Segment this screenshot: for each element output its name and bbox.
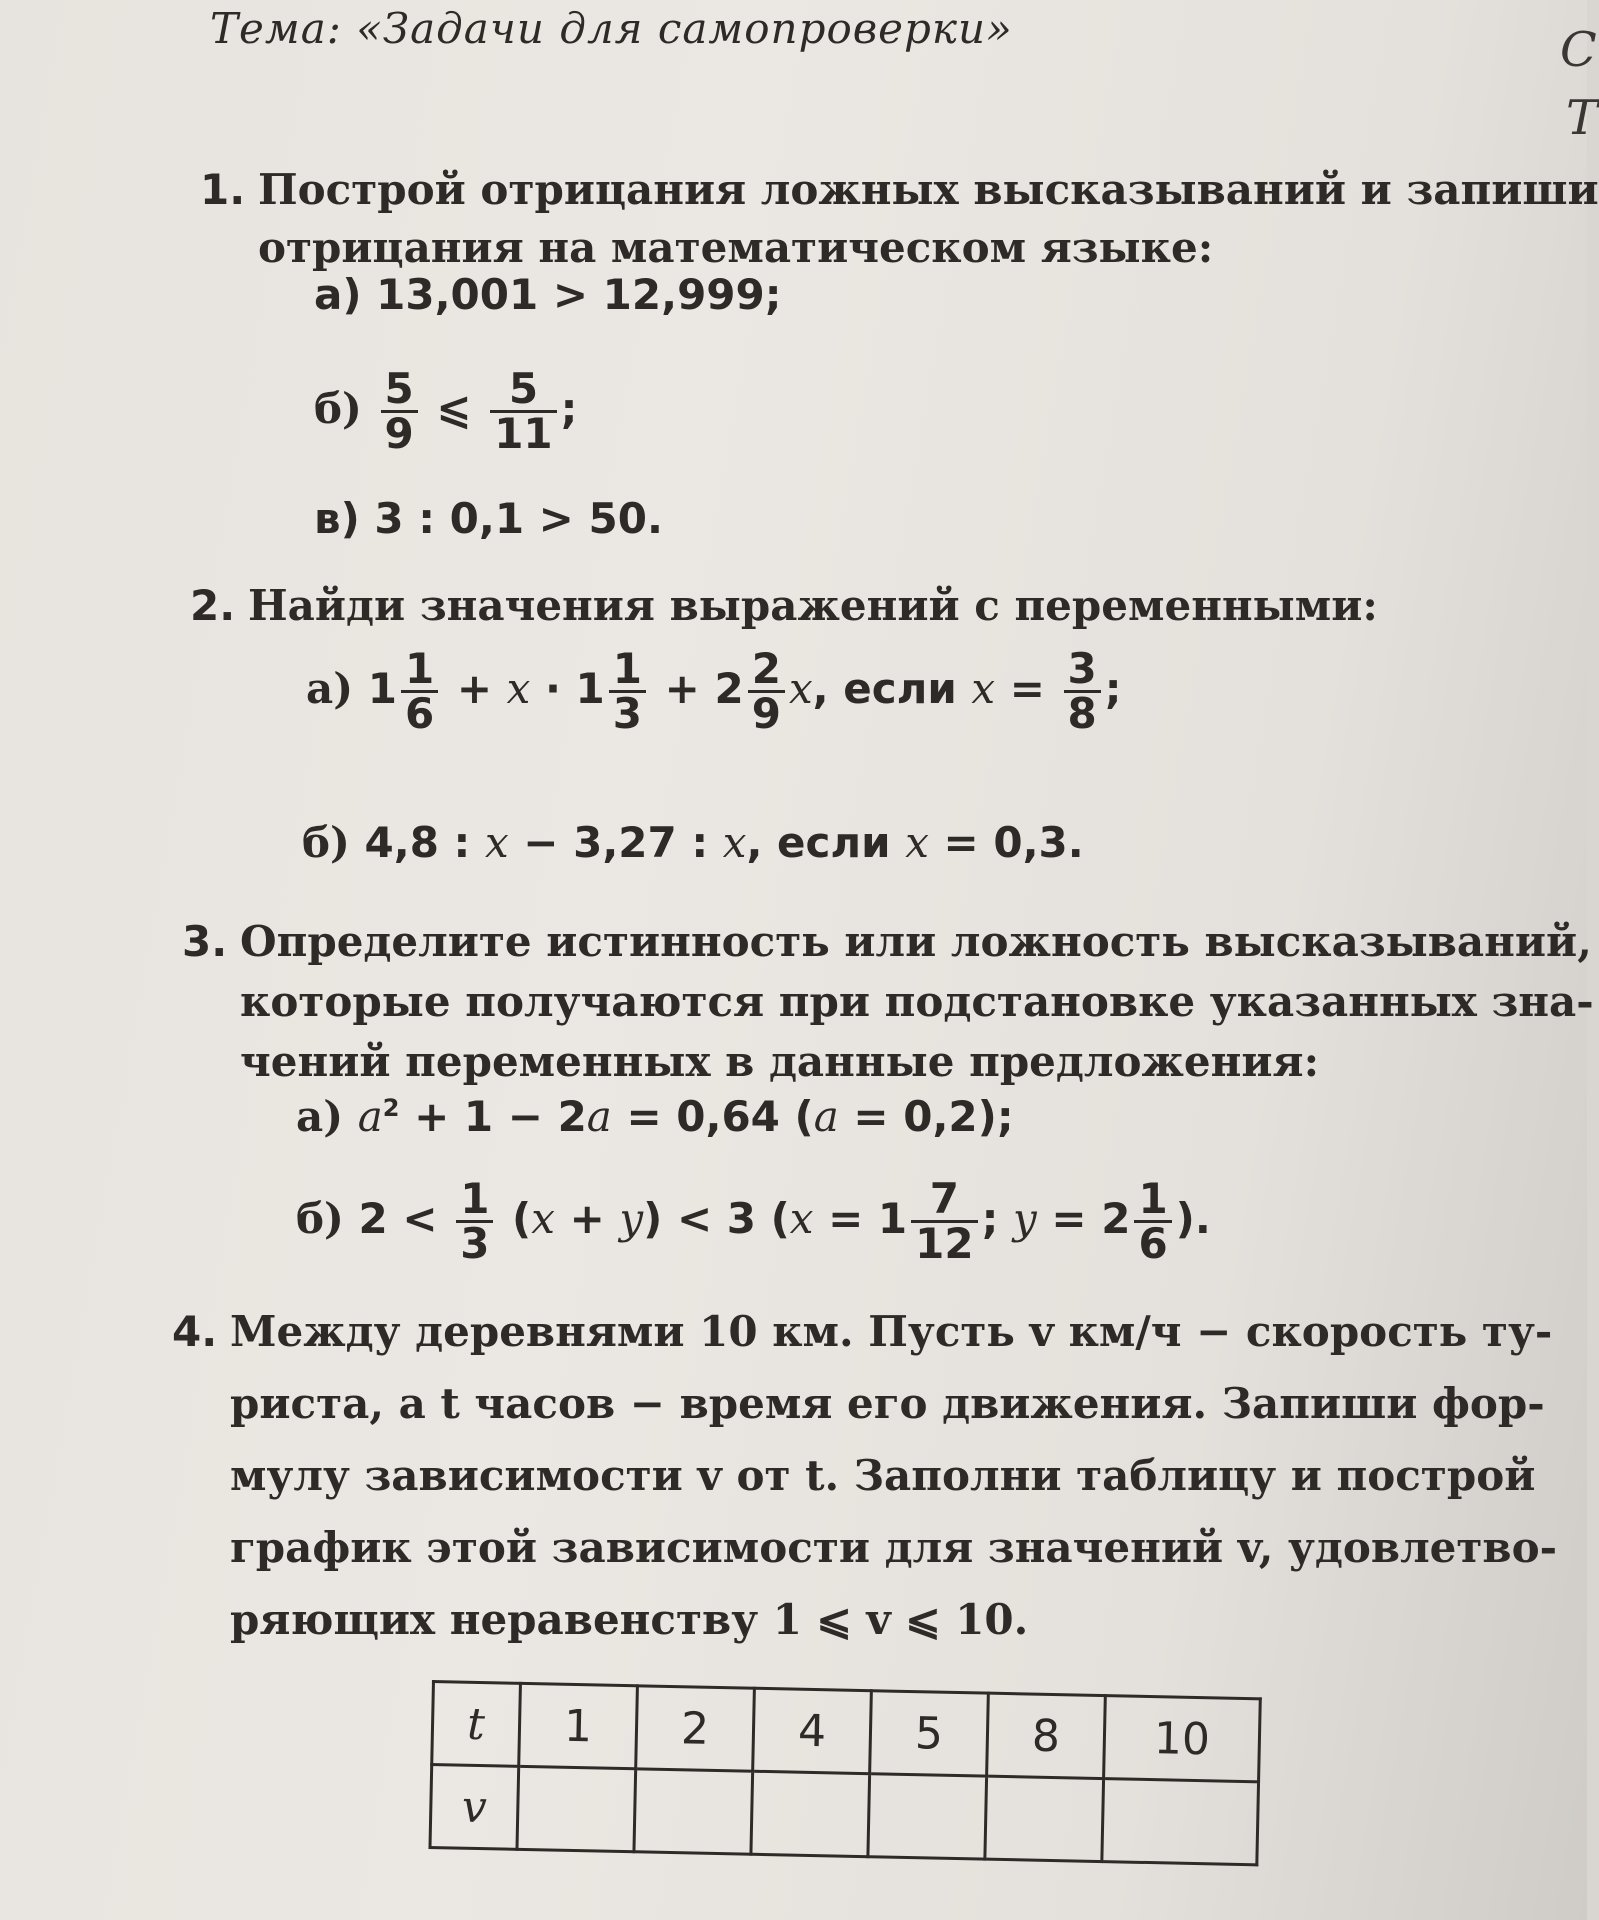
expression-part: (: [512, 1194, 532, 1243]
task-1-line-1: Построй отрицания ложных высказываний и запиши: [258, 165, 1599, 214]
punctuation: ;: [1104, 664, 1122, 713]
numerator: 2: [748, 648, 785, 693]
table-cell-t-value: 5: [870, 1691, 989, 1776]
table-cell-t-value: 4: [753, 1688, 872, 1773]
table-cell-t-value: 10: [1104, 1696, 1261, 1782]
variable-x: x: [531, 1194, 555, 1243]
variable-x: x: [905, 818, 929, 867]
operator: =: [1009, 664, 1045, 713]
condition-word: , если: [812, 664, 957, 713]
expression-part: 4,8 :: [364, 818, 471, 867]
table-cell-t-value: 1: [519, 1683, 638, 1768]
task-3-line-1: Определите истинность или ложность высказываний,: [240, 917, 1592, 966]
fraction: [456, 1174, 493, 1268]
exponent: 2: [382, 1094, 400, 1122]
fraction: [401, 644, 438, 738]
variable-x: x: [484, 818, 509, 867]
expression-part: ) < 3 (: [643, 1194, 790, 1243]
table-cell-v-empty: [1102, 1779, 1259, 1865]
item-label: б): [314, 384, 362, 433]
whole-part: 1: [575, 664, 605, 713]
item-label: а): [296, 1092, 344, 1141]
fraction: [490, 364, 556, 458]
expression-part: = 2: [1051, 1194, 1131, 1243]
operator: +: [664, 664, 700, 713]
variable-y: y: [619, 1194, 644, 1243]
item-label: а): [306, 664, 354, 713]
task-3-line-3: чений переменных в данные предложения:: [240, 1037, 1320, 1086]
task-3b: [296, 1174, 1211, 1268]
punctuation: ;: [981, 1194, 999, 1243]
page-topic: Тема: «Задачи для самопроверки»: [210, 4, 1013, 53]
variable-x: x: [971, 664, 996, 713]
task-1-line-2: отрицания на математическом языке:: [258, 223, 1214, 272]
denominator: 8: [1067, 689, 1097, 738]
expression-part: = 0,2);: [853, 1092, 1014, 1141]
denominator: 6: [404, 689, 435, 738]
task-3-line-2: которые получаются при подстановке указанных зна-: [240, 977, 1594, 1026]
table-header-t: t: [432, 1682, 521, 1767]
numerator: 1: [609, 648, 646, 693]
task-4-line-3: мулу зависимости v от t. Заполни таблицу и построй: [230, 1451, 1536, 1500]
expression-part: − 3,27 :: [523, 818, 709, 867]
numerator: 1: [1134, 1178, 1171, 1223]
task-1b: [314, 364, 578, 458]
expression-part: = 0,3.: [943, 818, 1084, 867]
denominator: 3: [612, 689, 643, 738]
next-page-letter-t: Т: [1566, 90, 1599, 146]
table-cell-t-value: 8: [987, 1693, 1106, 1778]
variable-x: x: [788, 664, 813, 713]
variable-x: x: [722, 818, 747, 867]
punctuation: ).: [1175, 1194, 1211, 1243]
task-2a: [306, 644, 1122, 738]
variable-x: x: [789, 1194, 814, 1243]
table-cell-t-value: 2: [636, 1686, 755, 1771]
values-table: [428, 1680, 1261, 1866]
variable-a: a: [813, 1092, 839, 1141]
item-label: б): [296, 1194, 344, 1243]
table-cell-v-empty: [985, 1776, 1104, 1861]
table-cell-v-empty: [634, 1769, 753, 1854]
punctuation: ;: [560, 384, 578, 433]
denominator: 9: [384, 409, 414, 458]
task-1a: а) 13,001 > 12,999;: [314, 270, 782, 319]
whole-part: 1: [367, 664, 397, 713]
task-number: 3.: [182, 917, 228, 966]
task-1c: в) 3 : 0,1 > 50.: [314, 494, 663, 543]
task-number: 1.: [200, 165, 246, 214]
fraction: [911, 1174, 977, 1268]
task-2-line-1: Найди значения выражений с переменными:: [248, 581, 1378, 630]
numerator: 1: [456, 1178, 493, 1223]
operator: ⩽: [436, 384, 472, 433]
denominator: 9: [751, 689, 781, 738]
variable-a: a: [357, 1092, 383, 1141]
table-cell-v-empty: [751, 1771, 870, 1856]
numerator: 5: [490, 368, 556, 413]
expression-part: = 0,64 (: [626, 1092, 814, 1141]
numerator: 7: [911, 1178, 977, 1223]
task-number: 4.: [172, 1307, 218, 1356]
table-cell-v-empty: [868, 1774, 987, 1859]
item-label: б): [302, 818, 350, 867]
operator: +: [456, 664, 493, 713]
denominator: 6: [1138, 1219, 1168, 1268]
denominator: 3: [460, 1219, 490, 1268]
condition-word: , если: [746, 818, 891, 867]
operator: +: [569, 1194, 605, 1243]
whole-part: 2: [714, 664, 744, 713]
denominator: 12: [915, 1219, 974, 1268]
variable-x: x: [506, 664, 531, 713]
task-4-line-2: риста, а t часов − время его движения. Запиши фор-: [230, 1379, 1545, 1428]
table-cell-v-empty: [517, 1766, 636, 1851]
table-header-v: v: [430, 1765, 519, 1850]
expression-part: + 1 − 2: [414, 1092, 587, 1141]
numerator: 1: [401, 648, 438, 693]
denominator: 11: [494, 409, 553, 458]
table-row-v: [430, 1765, 1259, 1865]
expression-part: 2 <: [358, 1194, 438, 1243]
fraction: [381, 364, 418, 458]
task-number: 2.: [190, 581, 236, 630]
numerator: 5: [381, 368, 418, 413]
next-page-letter-c: С: [1560, 22, 1597, 78]
task-4-line-1: Между деревнями 10 км. Пусть v км/ч − скорость ту-: [230, 1307, 1553, 1356]
operator: ·: [544, 664, 561, 713]
task-4-line-4: график этой зависимости для значений v, удовлетво-: [230, 1523, 1558, 1572]
variable-y: y: [1013, 1194, 1037, 1243]
task-2b: [302, 818, 1084, 867]
fraction: [1134, 1174, 1171, 1268]
fraction: [748, 644, 785, 738]
fraction: [609, 644, 646, 738]
task-4-line-5: ряющих неравенству 1 ⩽ v ⩽ 10.: [230, 1595, 1029, 1644]
fraction: [1064, 644, 1101, 738]
task-3a: [296, 1092, 1014, 1141]
expression-part: = 1: [828, 1194, 908, 1243]
numerator: 3: [1064, 648, 1101, 693]
variable-a: a: [586, 1092, 612, 1141]
